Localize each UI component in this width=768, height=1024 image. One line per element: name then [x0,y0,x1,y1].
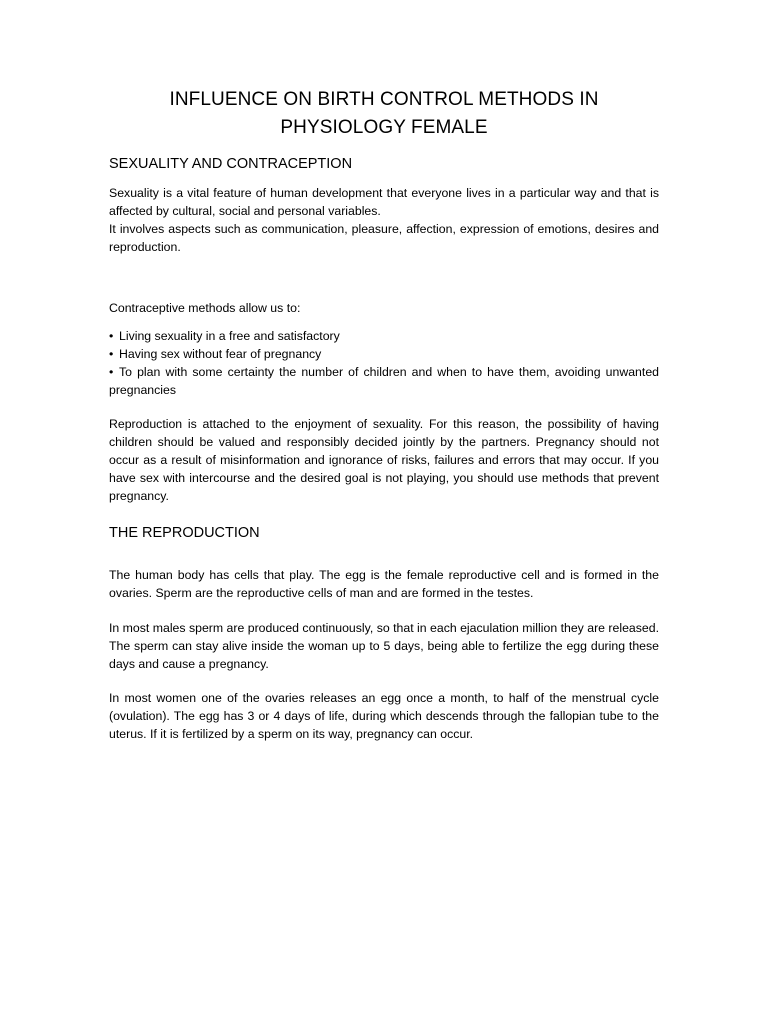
paragraph-sexuality-line-2: It involves aspects such as communication, pleasure, affection, expression of emotions, desires and reproduction. [109,222,659,254]
paragraph-female-ovulation: In most women one of the ovaries releases an egg once a month, to half of the menstrual cycle (ovulation). The egg has 3 or 4 days of life, during which descends through the fallopian tube to the uterus. If it is fertilized by a sperm on its way, pregnancy can occur. [109,691,659,741]
bullet-icon: • [109,347,114,361]
contraceptive-benefits-list [109,327,659,399]
document-title [109,86,659,142]
bullet-icon: • [109,329,114,343]
paragraph-sexuality-intro [109,184,659,256]
paragraph-reproductive-cells: The human body has cells that play. The egg is the female reproductive cell and is formed in the ovaries. Sperm are the reproductive cells of man and are formed in the testes. [109,568,659,600]
document-title-line-2: PHYSIOLOGY FEMALE [280,117,488,138]
list-item [109,327,659,345]
contraceptive-intro: Contraceptive methods allow us to: [109,301,301,315]
bullet-icon: • [109,365,114,379]
list-item [109,345,659,363]
section-heading-sexuality: SEXUALITY AND CONTRACEPTION [109,156,353,172]
list-item-text: Living sexuality in a free and satisfactory [119,329,340,343]
document-title-line-1: INFLUENCE ON BIRTH CONTROL METHODS IN [169,89,599,110]
paragraph-reproduction-enjoyment: Reproduction is attached to the enjoyment of sexuality. For this reason, the possibility of having children should be valued and responsibly decided jointly by the partners. Pregnancy should not occur as a result of misinformation and ignorance of risks, failures and errors that may occur. If you have sex with intercourse and the desired goal is not playing, you should use methods that prevent pregnancy. [109,417,659,503]
list-item [109,363,659,399]
list-item-text: To plan with some certainty the number of children and when to have them, avoiding unwanted pregnancies [109,365,659,397]
paragraph-male-sperm: In most males sperm are produced continuously, so that in each ejaculation million they are released. The sperm can stay alive inside the woman up to 5 days, being able to fertilize the egg during these days and cause a pregnancy. [109,621,660,671]
list-item-text: Having sex without fear of pregnancy [119,347,322,361]
paragraph-sexuality-line-1: Sexuality is a vital feature of human development that everyone lives in a particular way and that is affected by cultural, social and personal variables. [109,186,659,218]
section-heading-reproduction: THE REPRODUCTION [109,525,260,541]
